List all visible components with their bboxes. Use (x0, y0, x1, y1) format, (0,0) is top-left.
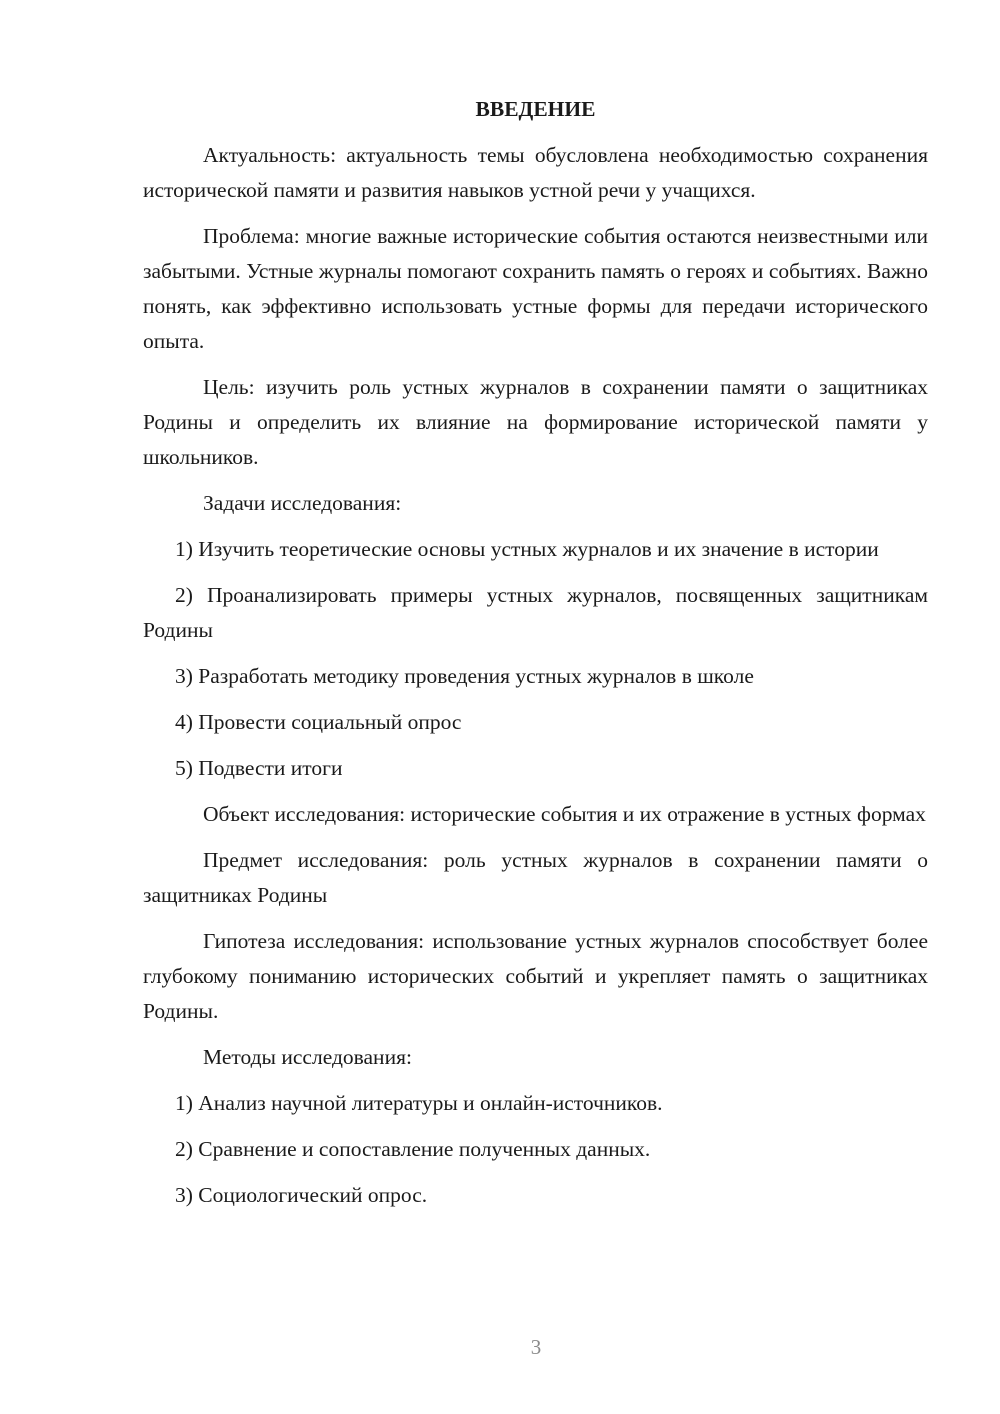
object-paragraph: Объект исследования: исторические события и их отражение в устных формах (203, 802, 926, 826)
methods-heading: Методы исследования: (203, 1045, 412, 1069)
section-title: ВВЕДЕНИЕ (475, 97, 596, 121)
problem-paragraph: Проблема: многие важные исторические события остаются неизвестными или забытыми. Устные журналы помогают сохранить память о героях и событиях. Важно понять, как эффективно использовать устные формы для передачи исторического опыта. (143, 224, 928, 353)
document-page (143, 92, 928, 1224)
method-item-3: 3) Социологический опрос. (175, 1183, 428, 1207)
hypothesis-paragraph: Гипотеза исследования: использование устных журналов способствует более глубокому пониманию исторических событий и укрепляет память о защитниках Родины. (143, 929, 928, 1023)
task-item-4: 4) Провести социальный опрос (175, 710, 462, 734)
subject-paragraph: Предмет исследования: роль устных журналов в сохранении памяти о защитниках Родины (143, 848, 928, 907)
method-item-1: 1) Анализ научной литературы и онлайн-источников. (175, 1091, 663, 1115)
relevance-paragraph: Актуальность: актуальность темы обусловлена необходимостью сохранения исторической памяти и развития навыков устной речи у учащихся. (143, 143, 928, 202)
task-item-2: 2) Проанализировать примеры устных журналов, посвященных защитникам Родины (143, 583, 928, 642)
task-item-3: 3) Разработать методику проведения устных журналов в школе (175, 664, 754, 688)
page-number: 3 (530, 1335, 542, 1359)
task-item-1: 1) Изучить теоретические основы устных журналов и их значение в истории (175, 537, 879, 561)
method-item-2: 2) Сравнение и сопоставление полученных данных. (175, 1137, 651, 1161)
task-item-5: 5) Подвести итоги (175, 756, 343, 780)
goal-paragraph: Цель: изучить роль устных журналов в сохранении памяти о защитниках Родины и определить их влияние на формирование исторической памяти у школьников. (143, 375, 928, 469)
tasks-heading: Задачи исследования: (203, 491, 402, 515)
